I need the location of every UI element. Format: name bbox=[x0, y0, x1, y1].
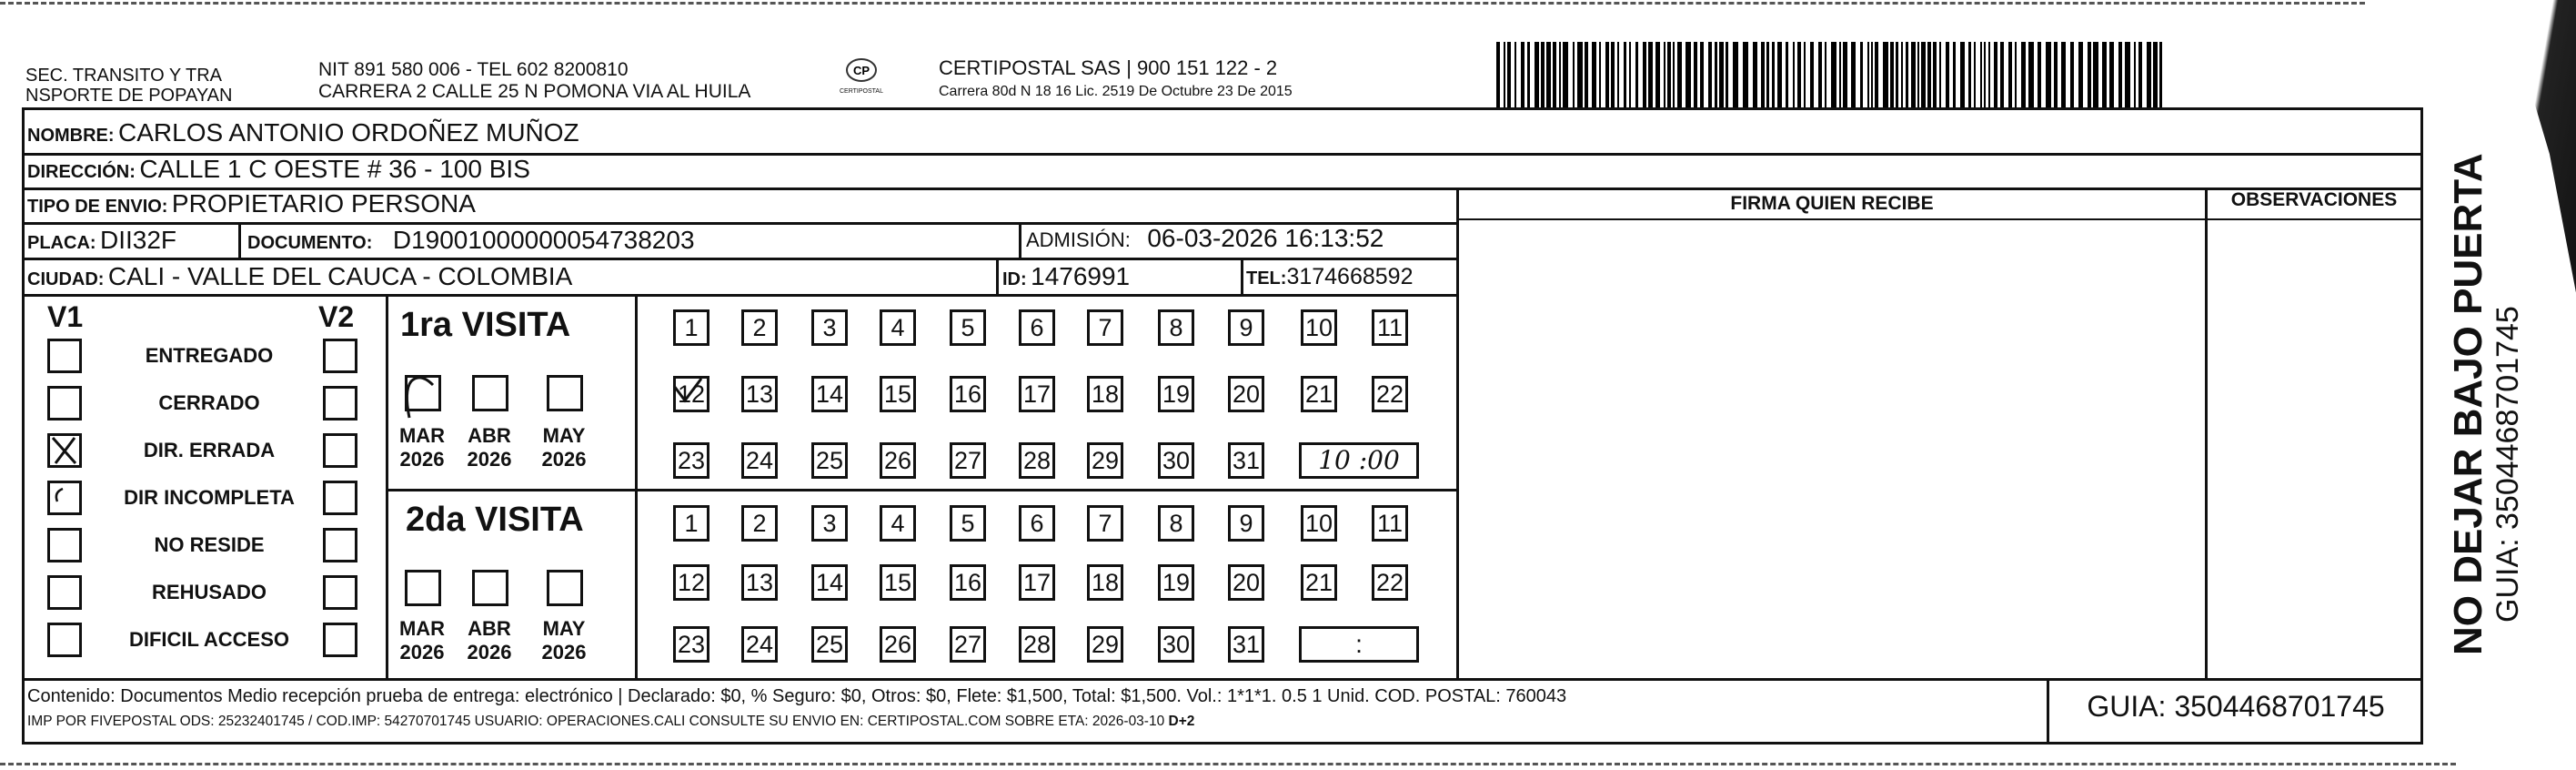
direccion-value: CALLE 1 C OESTE # 36 - 100 BIS bbox=[139, 155, 530, 183]
day-box-28[interactable]: 28 bbox=[1019, 626, 1055, 663]
sender-name bbox=[25, 66, 307, 106]
day-box-30[interactable]: 30 bbox=[1158, 626, 1194, 663]
direccion-label: DIRECCIÓN: bbox=[27, 162, 136, 182]
v1-checkbox[interactable] bbox=[47, 575, 82, 610]
day-box-22[interactable]: 22 bbox=[1372, 376, 1408, 412]
month-name: ABR bbox=[468, 617, 511, 640]
documento-value: D19001000000054738203 bbox=[392, 226, 695, 254]
time-box[interactable]: 10 :00 bbox=[1299, 442, 1419, 479]
day-box-14[interactable]: 14 bbox=[811, 376, 848, 412]
day-box-28[interactable]: 28 bbox=[1019, 442, 1055, 479]
side-guia: GUIA: 3504468701745 bbox=[2490, 306, 2525, 623]
day-box-31[interactable]: 31 bbox=[1228, 626, 1264, 663]
month-name: MAR bbox=[398, 424, 446, 447]
v1-checkbox[interactable] bbox=[47, 481, 82, 515]
address-line: CARRERA 2 CALLE 25 N POMONA VIA AL HUILA bbox=[318, 81, 751, 102]
sender-line-1: SEC. TRANSITO Y TRA bbox=[25, 66, 222, 86]
logo-caption: CERTIPOSTAL bbox=[840, 88, 883, 95]
month-name: MAY bbox=[542, 424, 586, 447]
day-box-2[interactable]: 2 bbox=[741, 505, 778, 542]
month-year: 2026 bbox=[541, 448, 587, 471]
month-checkbox[interactable] bbox=[547, 375, 583, 411]
v2-checkbox[interactable] bbox=[323, 433, 357, 468]
day-box-17[interactable]: 17 bbox=[1019, 376, 1055, 412]
v2-checkbox[interactable] bbox=[323, 575, 357, 610]
month-name: ABR bbox=[468, 424, 511, 447]
v2-checkbox[interactable] bbox=[323, 528, 357, 562]
day-box-29[interactable]: 29 bbox=[1087, 626, 1123, 663]
check-stroke-icon bbox=[672, 377, 703, 408]
day-box-18[interactable]: 18 bbox=[1087, 376, 1123, 412]
id-label: ID: bbox=[1002, 269, 1027, 289]
day-box-2[interactable]: 2 bbox=[741, 309, 778, 346]
day-box-3[interactable]: 3 bbox=[811, 505, 848, 542]
month-checkbox[interactable] bbox=[547, 570, 583, 606]
footer-eta-code: D+2 bbox=[1168, 714, 1195, 729]
day-box-14[interactable]: 14 bbox=[811, 564, 848, 601]
barcode bbox=[1496, 42, 2165, 107]
month-checkbox[interactable] bbox=[472, 375, 508, 411]
day-box-21[interactable]: 21 bbox=[1301, 376, 1337, 412]
firma-header: FIRMA QUIEN RECIBE bbox=[1730, 193, 1934, 214]
status-label: DIFICIL ACCESO bbox=[128, 628, 289, 651]
month-year: 2026 bbox=[399, 448, 445, 471]
day-box-12[interactable]: 12 bbox=[673, 564, 709, 601]
admision-value: 06-03-2026 16:13:52 bbox=[1147, 224, 1384, 252]
day-box-5[interactable]: 5 bbox=[950, 505, 986, 542]
month-year: 2026 bbox=[541, 641, 587, 664]
day-box-27[interactable]: 27 bbox=[950, 626, 986, 663]
admision-label: ADMISIÓN: bbox=[1026, 228, 1131, 251]
day-box-30[interactable]: 30 bbox=[1158, 442, 1194, 479]
tel-value: 3174668592 bbox=[1286, 264, 1414, 289]
v2-label: V2 bbox=[318, 300, 355, 333]
day-box-26[interactable]: 26 bbox=[880, 442, 916, 479]
month-year: 2026 bbox=[467, 641, 512, 664]
day-box-10[interactable]: 10 bbox=[1301, 505, 1337, 542]
nombre-label: NOMBRE: bbox=[27, 126, 115, 146]
day-value: 12 bbox=[678, 380, 705, 409]
v1-checkbox[interactable] bbox=[47, 528, 82, 562]
status-label: REHUSADO bbox=[152, 581, 267, 603]
nit-line: NIT 891 580 006 - TEL 602 8200810 bbox=[318, 59, 629, 80]
v1-checkbox[interactable] bbox=[47, 623, 82, 657]
day-box-11[interactable]: 11 bbox=[1372, 309, 1408, 346]
x-mark-icon bbox=[50, 436, 79, 465]
day-box-16[interactable]: 16 bbox=[950, 376, 986, 412]
day-box-8[interactable]: 8 bbox=[1158, 309, 1194, 346]
v2-checkbox[interactable] bbox=[323, 386, 357, 420]
day-box-13[interactable]: 13 bbox=[741, 376, 778, 412]
footer-line-1: Contenido: Documentos Medio recepción prueba de entrega: electrónico | Declarado: $0, % Seguro: $0, Otros: $0, Flete: $1,500, Total: $1,500. Vol.: 1*1*1. 0.5 1 Unid. COD. POSTAL: 760043 bbox=[27, 686, 1567, 706]
day-box-31[interactable]: 31 bbox=[1228, 442, 1264, 479]
day-box-8[interactable]: 8 bbox=[1158, 505, 1194, 542]
month-label bbox=[392, 617, 452, 664]
day-box-1[interactable]: 1 bbox=[673, 505, 709, 542]
day-box-5[interactable]: 5 bbox=[950, 309, 986, 346]
direccion-row bbox=[27, 155, 530, 184]
month-label bbox=[459, 424, 519, 471]
id-cell bbox=[1002, 262, 1130, 291]
day-box-29[interactable]: 29 bbox=[1087, 442, 1123, 479]
month-name: MAR bbox=[398, 617, 446, 640]
company-line-1: CERTIPOSTAL SAS | 900 151 122 - 2 bbox=[939, 56, 1278, 79]
day-box-3[interactable]: 3 bbox=[811, 309, 848, 346]
bottom-dashed-edge bbox=[0, 763, 2456, 765]
no-dejar-bajo-puerta: NO DEJAR BAJO PUERTA bbox=[2446, 153, 2490, 655]
day-box-6[interactable]: 6 bbox=[1019, 309, 1055, 346]
status-label: CERRADO bbox=[158, 391, 260, 414]
day-box-17[interactable]: 17 bbox=[1019, 564, 1055, 601]
day-box-19[interactable]: 19 bbox=[1158, 564, 1194, 601]
month-year: 2026 bbox=[467, 448, 512, 471]
company-line-2: Carrera 80d N 18 16 Lic. 2519 De Octubre 23 De 2015 bbox=[939, 84, 1293, 99]
month-label bbox=[392, 424, 452, 471]
first-visit-title: 1ra VISITA bbox=[400, 306, 571, 344]
month-label bbox=[534, 617, 594, 664]
day-box-18[interactable]: 18 bbox=[1087, 564, 1123, 601]
sender-line-2: NSPORTE DE POPAYAN bbox=[25, 86, 233, 106]
v1-label: V1 bbox=[47, 300, 84, 333]
documento-label: DOCUMENTO: bbox=[247, 233, 373, 253]
day-box-15[interactable]: 15 bbox=[880, 564, 916, 601]
day-box-13[interactable]: 13 bbox=[741, 564, 778, 601]
second-visit-title: 2da VISITA bbox=[406, 501, 584, 539]
top-dashed-edge bbox=[0, 2, 2365, 5]
day-box-7[interactable]: 7 bbox=[1087, 505, 1123, 542]
month-label bbox=[459, 617, 519, 664]
tel-label: TEL: bbox=[1246, 268, 1287, 289]
ciudad-label: CIUDAD: bbox=[27, 269, 105, 289]
tipo-label: TIPO DE ENVIO: bbox=[27, 197, 168, 217]
day-box-24[interactable]: 24 bbox=[741, 442, 778, 479]
day-box-4[interactable]: 4 bbox=[880, 309, 916, 346]
day-box-19[interactable]: 19 bbox=[1158, 376, 1194, 412]
status-label: ENTREGADO bbox=[145, 344, 274, 367]
status-label: DIR INCOMPLETA bbox=[124, 486, 295, 509]
v1-checkbox[interactable] bbox=[47, 339, 82, 373]
footer-line-2 bbox=[27, 714, 1194, 730]
nombre-row bbox=[27, 118, 579, 147]
v2-checkbox[interactable] bbox=[323, 481, 357, 515]
logo-icon bbox=[843, 56, 880, 84]
day-box-20[interactable]: 20 bbox=[1228, 376, 1264, 412]
month-checkbox[interactable] bbox=[405, 570, 441, 606]
day-box-10[interactable]: 10 bbox=[1301, 309, 1337, 346]
v1-checkbox[interactable] bbox=[47, 433, 82, 468]
day-box-20[interactable]: 20 bbox=[1228, 564, 1264, 601]
company-info bbox=[939, 56, 1503, 100]
day-box-25[interactable]: 25 bbox=[811, 626, 848, 663]
month-label bbox=[534, 424, 594, 471]
nombre-value: CARLOS ANTONIO ORDOÑEZ MUÑOZ bbox=[118, 118, 579, 147]
day-box-11[interactable]: 11 bbox=[1372, 505, 1408, 542]
day-box-16[interactable]: 16 bbox=[950, 564, 986, 601]
day-box-9[interactable]: 9 bbox=[1228, 505, 1264, 542]
placa-cell bbox=[27, 226, 176, 255]
day-box-22[interactable]: 22 bbox=[1372, 564, 1408, 601]
status-label: NO RESIDE bbox=[154, 533, 265, 556]
v1-checkbox[interactable] bbox=[47, 386, 82, 420]
side-notice bbox=[2447, 153, 2525, 655]
day-box-4[interactable]: 4 bbox=[880, 505, 916, 542]
id-value: 1476991 bbox=[1031, 262, 1131, 290]
tipo-row bbox=[27, 189, 476, 218]
month-checkbox[interactable] bbox=[472, 570, 508, 606]
svg-text:CP: CP bbox=[852, 64, 870, 77]
sender-contact bbox=[318, 60, 828, 102]
day-box-27[interactable]: 27 bbox=[950, 442, 986, 479]
day-box-23[interactable]: 23 bbox=[673, 626, 709, 663]
day-box-15[interactable]: 15 bbox=[880, 376, 916, 412]
tipo-value: PROPIETARIO PERSONA bbox=[171, 189, 476, 218]
admision-cell bbox=[1026, 224, 1384, 253]
month-name: MAY bbox=[542, 617, 586, 640]
status-label: DIR. ERRADA bbox=[143, 439, 276, 461]
day-box-9[interactable]: 9 bbox=[1228, 309, 1264, 346]
day-box-24[interactable]: 24 bbox=[741, 626, 778, 663]
tel-cell bbox=[1246, 264, 1413, 290]
time-box[interactable]: : bbox=[1299, 626, 1419, 663]
day-box-1[interactable]: 1 bbox=[673, 309, 709, 346]
documento-cell bbox=[247, 226, 695, 255]
day-box-12[interactable] bbox=[673, 376, 709, 412]
ciudad-value: CALI - VALLE DEL CAUCA - COLOMBIA bbox=[107, 262, 573, 290]
day-box-23[interactable]: 23 bbox=[673, 442, 709, 479]
day-box-25[interactable]: 25 bbox=[811, 442, 848, 479]
month-checkbox[interactable] bbox=[405, 375, 441, 411]
month-year: 2026 bbox=[399, 641, 445, 664]
day-box-26[interactable]: 26 bbox=[880, 626, 916, 663]
observaciones-header: OBSERVACIONES bbox=[2230, 189, 2398, 210]
footer-guia-box: GUIA: 3504468701745 bbox=[2087, 690, 2385, 723]
day-box-6[interactable]: 6 bbox=[1019, 505, 1055, 542]
placa-label: PLACA: bbox=[27, 233, 96, 253]
v2-checkbox[interactable] bbox=[323, 623, 357, 657]
placa-value: DII32F bbox=[100, 226, 177, 254]
day-box-21[interactable]: 21 bbox=[1301, 564, 1337, 601]
footer-line-2-text: IMP POR FIVEPOSTAL ODS: 25232401745 / COD.IMP: 54270701745 USUARIO: OPERACIONES.CALI CONSULTE SU ENVIO EN: CERTIPOSTAL.COM SOBRE ETA: 2026-03-10 bbox=[27, 714, 1169, 729]
v2-checkbox[interactable] bbox=[323, 339, 357, 373]
pen-stroke-icon bbox=[50, 483, 79, 512]
day-box-7[interactable]: 7 bbox=[1087, 309, 1123, 346]
certipostal-logo bbox=[830, 56, 893, 102]
ciudad-cell bbox=[27, 262, 572, 291]
